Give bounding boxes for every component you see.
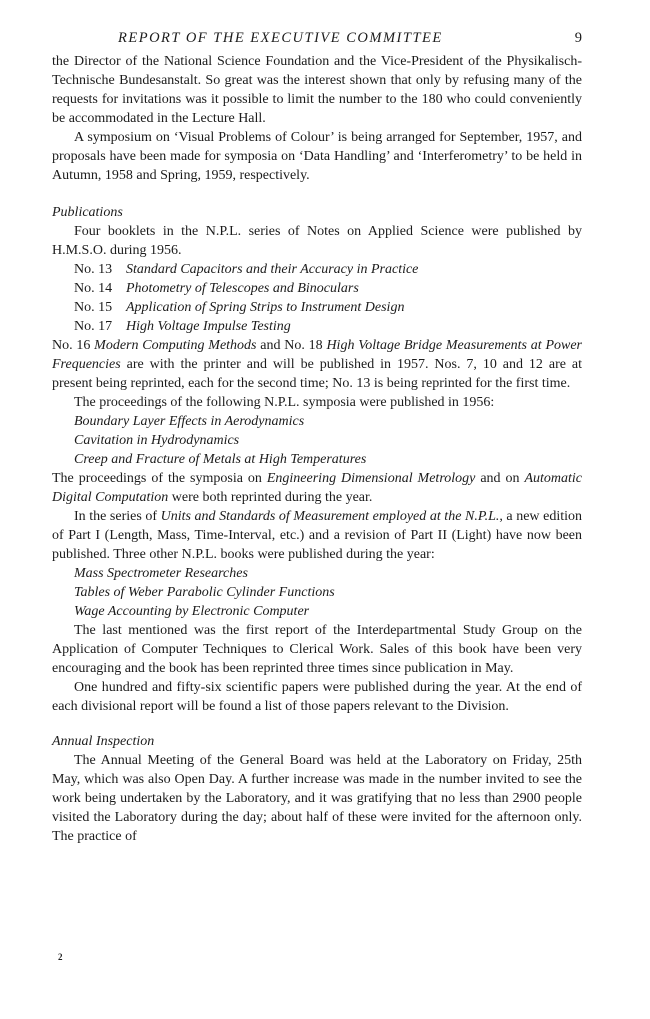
intro-paragraph-1: the Director of the National Science Foundation and the Vice-President of the Physikalisch-Technische Bundesanstalt. So great was the interest shown that only by refusing many of the requests for invitations was it possible to limit the number to the 180 who could conveniently be accommodated in the Lecture Hall. <box>52 54 582 126</box>
publications-paragraph-7: One hundred and fifty-six scientific papers were published during the year. At the end of each divisional report will be found a list of those papers relevant to the Division. <box>52 680 582 714</box>
list-item: No. 17 High Voltage Impulse Testing <box>74 319 291 334</box>
list-item: No. 14 Photometry of Telescopes and Binoculars <box>74 281 359 296</box>
publications-paragraph-3: The proceedings of the following N.P.L. symposia were published in 1956: <box>74 395 495 410</box>
publications-paragraph-6: The last mentioned was the first report of the Interdepartmental Study Group on the Application of Computer Techniques to Clerical Work. Sales of this book have been very encouraging and the book has been reprinted three times since publication in May. <box>52 623 582 676</box>
list-item: No. 15 Application of Spring Strips to Instrument Design <box>74 300 405 315</box>
books-list <box>52 564 582 621</box>
page-number: 9 <box>574 30 582 46</box>
annual-inspection-paragraph-1: The Annual Meeting of the General Board was held at the Laboratory on Friday, 25th May, which was also Open Day. A further increase was made in the number invited to see the work being undertaken by the Laboratory, and it was gratifying that no less than 2900 people visited the Laboratory during the day; about half of these were invited for the afternoon only. The practice of <box>52 753 582 844</box>
publications-paragraph-1: Four booklets in the N.P.L. series of Notes on Applied Science were published by H.M.S.O. during 1956. <box>52 224 582 258</box>
signature-mark: 2 <box>58 952 63 962</box>
symposia-list <box>52 412 582 469</box>
list-item: No. 13 Standard Capacitors and their Accuracy in Practice <box>74 262 419 277</box>
list-item: Cavitation in Hydrodynamics <box>74 433 240 448</box>
intro-paragraph-2: A symposium on ‘Visual Problems of Colour’ is being arranged for September, 1957, and proposals have been made for symposia on ‘Data Handling’ and ‘Interferometry’ to be held in Autumn, 1958 and Spring, 1959, respectively. <box>52 130 582 183</box>
list-item: Boundary Layer Effects in Aerodynamics <box>74 414 305 429</box>
annual-inspection-heading: Annual Inspection <box>52 734 155 749</box>
list-item: Mass Spectrometer Researches <box>74 566 248 581</box>
list-item: Creep and Fracture of Metals at High Temperatures <box>74 452 367 467</box>
publications-paragraph-4: The proceedings of the symposia on Engineering Dimensional Metrology and on Automatic Digital Computation were both reprinted during the year. <box>52 471 583 505</box>
list-item: Tables of Weber Parabolic Cylinder Functions <box>74 585 335 600</box>
publications-heading: Publications <box>52 205 123 220</box>
publications-paragraph-2: No. 16 Modern Computing Methods and No. 18 High Voltage Bridge Measurements at Power Frequencies are with the printer and will be published in 1957. Nos. 7, 10 and 12 are at present being reprinted, each for the second time; No. 13 is being reprinted for the first time. <box>52 338 582 391</box>
list-item: Wage Accounting by Electronic Computer <box>74 604 310 619</box>
running-title: REPORT OF THE EXECUTIVE COMMITTEE <box>118 30 443 46</box>
page <box>52 30 582 846</box>
publications-paragraph-5: In the series of Units and Standards of Measurement employed at the N.P.L., a new edition of Part I (Length, Mass, Time-Interval, etc.) and a revision of Part II (Light) have now been published. Three other N.P.L. books were published during the year: <box>52 509 582 562</box>
running-header <box>52 30 582 52</box>
booklet-list <box>52 260 582 336</box>
